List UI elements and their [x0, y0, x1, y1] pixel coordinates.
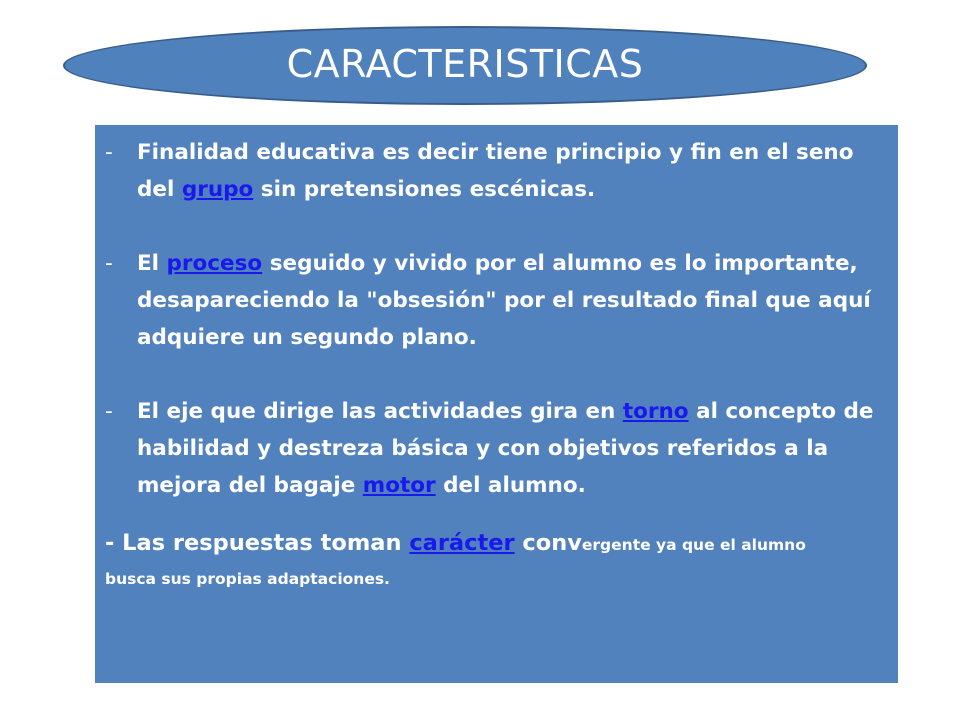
bullet-text	[137, 134, 897, 208]
last-paragraph	[105, 525, 897, 590]
bullet-text	[137, 245, 897, 356]
bullet-text-part: del alumno.	[435, 473, 586, 498]
last-text-part: - Las respuestas toman	[105, 530, 410, 556]
link-grupo[interactable]: grupo	[181, 177, 254, 202]
bullet-text-part: El eje que dirige las actividades gira en	[137, 399, 623, 424]
link-torno[interactable]: torno	[622, 399, 689, 424]
last-text-part: conv	[514, 530, 582, 556]
bullet-list	[105, 134, 897, 590]
bullet-text-part: al concepto de habilidad y destreza básica y con objetivos referidos a la mejora del bagaje	[137, 399, 874, 498]
bullet-dash: -	[105, 140, 113, 165]
bullet-dash: -	[105, 251, 113, 276]
bullet-text-part: seguido y vivido por el alumno es lo importante, desapareciendo la "obsesión" por el resultado final que aquí adquiere un segundo plano.	[137, 251, 871, 350]
page-title: CARACTERISTICAS	[286, 41, 644, 86]
link-motor[interactable]: motor	[362, 473, 436, 498]
last-text-part: busca sus propias adaptaciones.	[105, 570, 390, 588]
link-proceso[interactable]: proceso	[166, 251, 263, 276]
link-caracter[interactable]: carácter	[409, 530, 515, 556]
bullet-text	[137, 393, 897, 504]
last-text-part: ergente ya que el alumno	[581, 536, 806, 554]
bullet-item	[105, 245, 897, 356]
bullet-item	[105, 134, 897, 208]
bullet-dash: -	[105, 399, 113, 424]
bullet-item	[105, 393, 897, 504]
title-ellipse	[63, 26, 867, 105]
bullet-text-part: sin pretensiones escénicas.	[253, 177, 596, 202]
bullet-text-part: El	[137, 251, 167, 276]
bullet-text-part: Finalidad educativa es decir tiene principio y fin en el seno del	[137, 140, 854, 202]
